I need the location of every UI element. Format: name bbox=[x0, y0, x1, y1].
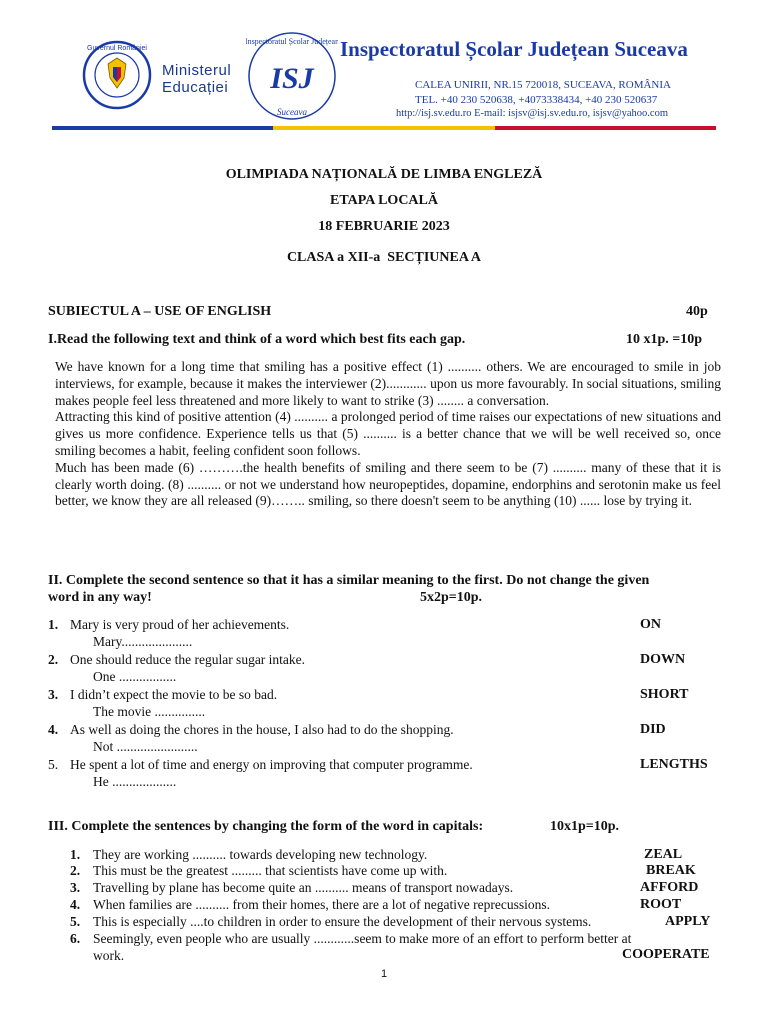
item-keyword: DOWN bbox=[640, 652, 686, 667]
item-sentence: One should reduce the regular sugar intake. bbox=[70, 652, 306, 667]
institution-web-email[interactable]: http://isj.sv.edu.ro E-mail: isjsv@isj.sv.edu.ro, isjsv@yahoo.com bbox=[396, 108, 669, 119]
item-answer-start: Mary..................... bbox=[93, 634, 193, 649]
item-sentence: Travelling by plane has become quite an .......... means of transport nowadays. bbox=[93, 880, 514, 895]
item-number: 6. bbox=[70, 931, 81, 946]
item-number: 2. bbox=[70, 863, 81, 878]
item-number: 1. bbox=[70, 847, 81, 862]
item-keyword: COOPERATE bbox=[622, 947, 710, 962]
item-keyword: ON bbox=[640, 617, 661, 632]
item-sentence: Mary is very proud of her achievements. bbox=[70, 617, 290, 632]
item-answer-start: He ................... bbox=[93, 774, 177, 789]
emblem-text: Guvernul României bbox=[87, 45, 147, 52]
item-keyword: APPLY bbox=[665, 914, 711, 929]
item-number: 5. bbox=[70, 914, 81, 929]
item-number: 1. bbox=[48, 617, 59, 632]
ministry-line-1: Ministerul bbox=[162, 62, 232, 79]
item-keyword: BREAK bbox=[646, 863, 696, 878]
isj-bottom-text: Suceava bbox=[277, 107, 307, 117]
government-emblem bbox=[82, 40, 152, 110]
isj-logo bbox=[246, 30, 338, 122]
item-number: 4. bbox=[48, 722, 59, 737]
item-number: 2. bbox=[48, 652, 59, 667]
class-section: CLASA a XII-a SECȚIUNEA A bbox=[286, 250, 482, 265]
item-keyword: SHORT bbox=[640, 687, 689, 702]
section2-instruction-line1: II. Complete the second sentence so that it has a similar meaning to the first. Do not change the given bbox=[48, 573, 650, 588]
section3-instruction: III. Complete the sentences by changing the form of the word in capitals: bbox=[48, 819, 484, 834]
item-sentence: I didn’t expect the movie to be so bad. bbox=[70, 687, 278, 702]
item-number: 4. bbox=[70, 897, 81, 912]
item-sentence: This must be the greatest ......... that scientists have come up with. bbox=[93, 863, 448, 878]
item-keyword: ROOT bbox=[640, 897, 682, 912]
stage-title: ETAPA LOCALĂ bbox=[330, 193, 438, 208]
institution-phone: TEL. +40 230 520638, +4073338434, +40 230 520637 bbox=[415, 94, 658, 106]
section2-instruction-line2: word in any way! bbox=[48, 590, 152, 605]
item-sentence-continuation: work. bbox=[93, 948, 125, 963]
section1-paragraph: Much has been made (6) ……….the health benefits of smiling and there seem to be (7) .......... many of these that it is clearly worth doing. (8) .......... or not we understand how neuropeptides, dopamine, endorphins and serotonin make us feel better, we know they are all released (9)…….. smiling, so there doesn't seem to be anything (10) ...... lose by trying it. bbox=[55, 459, 721, 509]
item-sentence: As well as doing the chores in the house, I also had to do the shopping. bbox=[70, 722, 454, 737]
item-answer-start: Not ........................ bbox=[93, 739, 198, 754]
section1-paragraph: Attracting this kind of positive attention (4) .......... a prolonged period of time raises our expectations of new situations and gives us more confidence. Experience tells us that (5) .......... is a better chance that we will be well received so, once smiling becomes a habit, feeling confident soon follows. bbox=[55, 409, 721, 458]
section3-points: 10x1p=10p. bbox=[550, 819, 620, 834]
section1-instruction: I.Read the following text and think of a word which best fits each gap. bbox=[48, 332, 466, 347]
item-answer-start: The movie ............... bbox=[93, 704, 206, 719]
section1-text bbox=[55, 359, 721, 510]
section1-points: 10 x1p. =10p bbox=[626, 332, 703, 347]
section1-paragraph: We have known for a long time that smiling has a positive effect (1) .......... others. We are encouraged to smile in job interviews, for example, because it makes the interviewer (2)............ upon us more favourably. In social situations, smiling makes people feel less threatened and more likely to want to strike (3) ........ a conversation. bbox=[55, 359, 721, 408]
ministry-name bbox=[162, 62, 231, 96]
item-sentence: When families are .......... from their homes, there are a lot of negative reprecussions. bbox=[93, 897, 550, 912]
item-answer-start: One ................. bbox=[93, 669, 177, 684]
item-keyword: ZEAL bbox=[644, 847, 683, 862]
subject-points: 40p bbox=[686, 304, 708, 319]
item-number: 3. bbox=[48, 687, 59, 702]
item-number: 3. bbox=[70, 880, 81, 895]
item-number: 5. bbox=[48, 757, 59, 772]
subject-title: SUBIECTUL A – USE OF ENGLISH bbox=[48, 304, 272, 319]
tricolor-divider bbox=[52, 126, 716, 130]
page-number: 1 bbox=[380, 968, 388, 980]
isj-logo-text: ISJ bbox=[270, 62, 314, 95]
olympiad-title: OLIMPIADA NAȚIONALĂ DE LIMBA ENGLEZĂ bbox=[225, 167, 543, 182]
isj-ring-text: Inspectoratul Școlar Județean bbox=[246, 37, 338, 46]
item-sentence: They are working .......... towards developing new technology. bbox=[93, 847, 428, 862]
institution-address: CALEA UNIRII, NR.15 720018, SUCEAVA, ROMÂNIA bbox=[415, 79, 671, 91]
item-sentence: He spent a lot of time and energy on improving that computer programme. bbox=[70, 757, 473, 772]
item-keyword: DID bbox=[640, 722, 666, 737]
item-sentence: Seemingly, even people who are usually ............seem to make more of an effort to perform better at bbox=[93, 931, 632, 946]
item-keyword: LENGTHS bbox=[640, 757, 708, 772]
item-sentence: This is especially ....to children in order to ensure the development of their nervous systems. bbox=[93, 914, 592, 929]
item-keyword: AFFORD bbox=[640, 880, 699, 895]
section2-points: 5x2p=10p. bbox=[420, 590, 483, 605]
exam-date: 18 FEBRUARIE 2023 bbox=[318, 219, 450, 234]
ministry-line-2: Educației bbox=[162, 79, 229, 96]
institution-name: Inspectoratul Școlar Județean Suceava bbox=[340, 37, 688, 61]
